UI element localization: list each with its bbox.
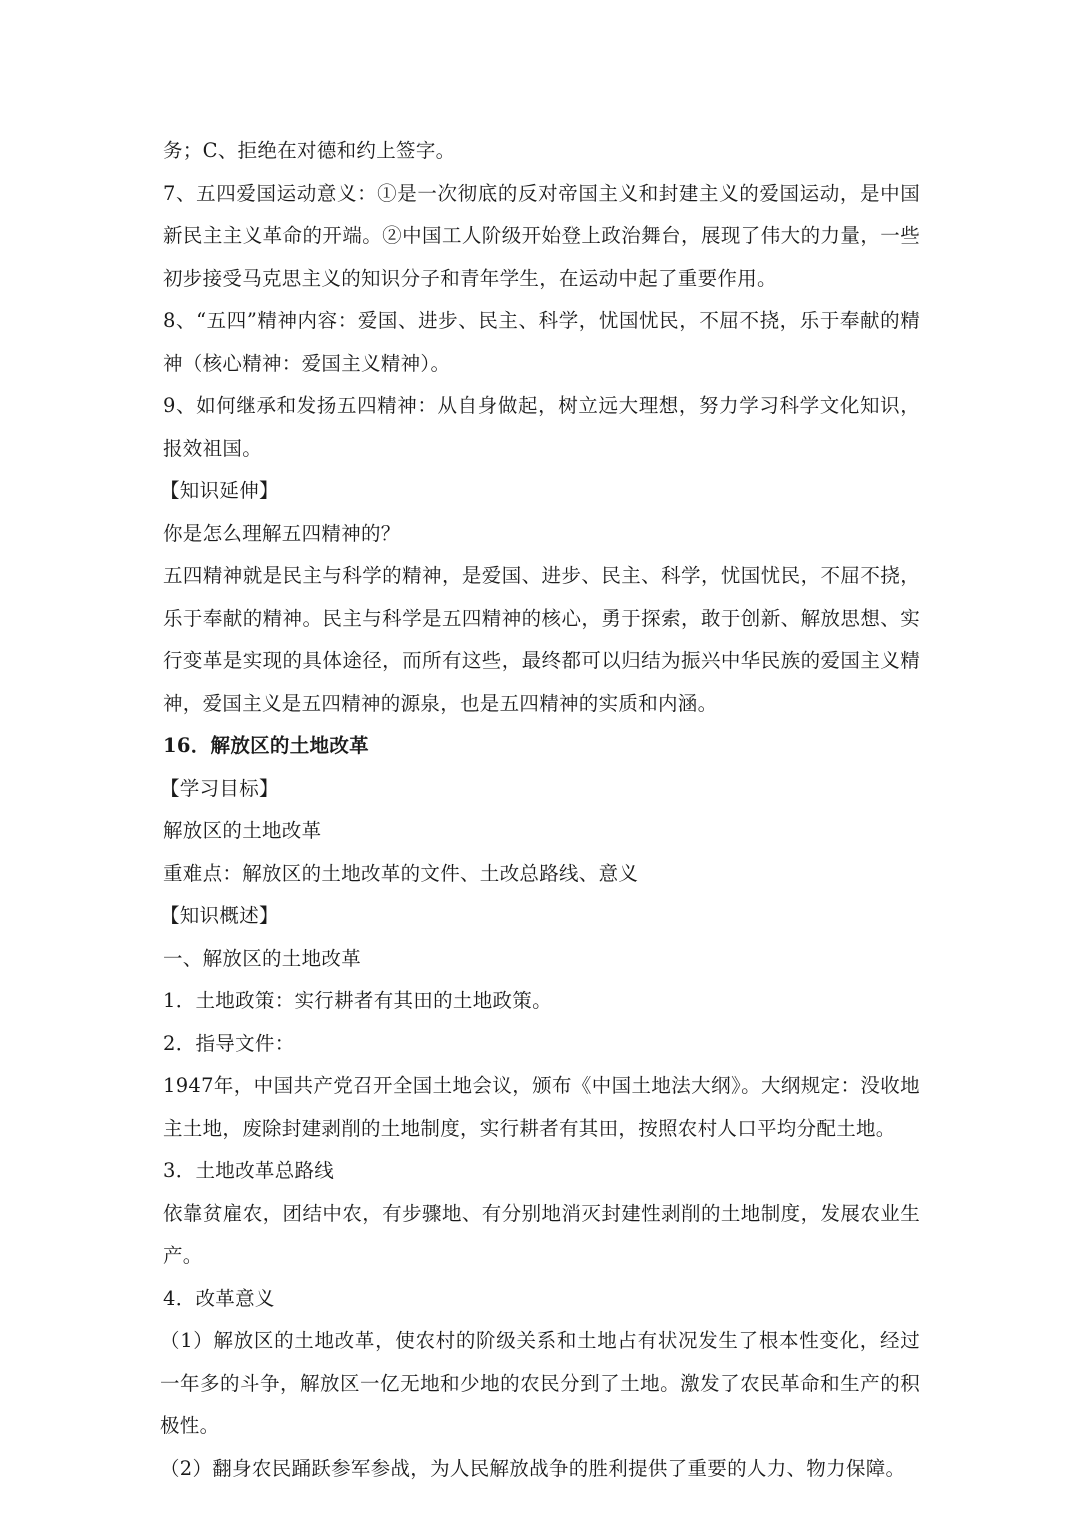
paragraph-continuation: 务；C、拒绝在对德和约上签字。 <box>163 139 456 162</box>
paragraph-point-9: 9、如何继承和发扬五四精神：从自身做起，树立远大理想，努力学习科学文化知识，报效祖国。 <box>163 394 920 460</box>
lesson-title: 16．解放区的土地改革 <box>163 734 369 757</box>
general-line-text: 依靠贫雇农，团结中农，有步骤地、有分别地消灭封建性剥削的土地制度，发展农业生产。 <box>163 1201 920 1267</box>
answer-paragraph: 五四精神就是民主与科学的精神，是爱国、进步、民主、科学，忧国忧民，不屈不挠，乐于奉献的精神。民主与科学是五四精神的核心，勇于探索，敢于创新、解放思想、实行变革是实现的具体途径，而所有这些，最终都可以归结为振兴中华民族的爱国主义精神，爱国主义是五四精神的源泉，也是五四精神的实质和内涵。 <box>163 564 920 715</box>
item-general-line: 3．土地改革总路线 <box>163 1159 335 1182</box>
significance-point-2: （2）翻身农民踊跃参军参战，为人民解放战争的胜利提供了重要的人力、物力保障。 <box>160 1456 906 1480</box>
paragraph-1947: 1947年，中国共产党召开全国土地会议，颁布《中国土地法大纲》。大纲规定：没收地主土地，废除封建剥削的土地制度，实行耕者有其田，按照农村人口平均分配土地。 <box>163 1074 920 1140</box>
key-points-text: 重难点：解放区的土地改革的文件、土改总路线、意义 <box>163 861 639 885</box>
item-significance: 4．改革意义 <box>163 1286 275 1310</box>
paragraph-point-8: 8、“五四”精神内容：爱国、进步、民主、科学，忧国忧民，不屈不挠，乐于奉献的精神（核心精神：爱国主义精神）。 <box>163 309 920 375</box>
goal-text: 解放区的土地改革 <box>163 819 322 842</box>
subsection-title: 一、解放区的土地改革 <box>163 946 362 970</box>
item-guiding-document: 2．指导文件： <box>163 1031 295 1055</box>
section-label-knowledge-extension: 【知识延伸】 <box>160 479 279 502</box>
section-label-knowledge-overview: 【知识概述】 <box>160 904 279 927</box>
item-land-policy: 1．土地政策：实行耕者有其田的土地政策。 <box>163 989 552 1012</box>
section-label-learning-goals: 【学习目标】 <box>160 776 279 800</box>
question-text: 你是怎么理解五四精神的？ <box>163 521 401 545</box>
paragraph-point-7: 7、五四爱国运动意义：①是一次彻底的反对帝国主义和封建主义的爱国运动，是中国新民主主义革命的开端。②中国工人阶级开始登上政治舞台，展现了伟大的力量，一些初步接受马克思主义的知识分子和青年学生，在运动中起了重要作用。 <box>163 181 920 290</box>
significance-point-1: （1）解放区的土地改革，使农村的阶级关系和土地占有状况发生了根本性变化，经过一年多的斗争，解放区一亿无地和少地的农民分到了土地。激发了农民革命和生产的积极性。 <box>160 1329 920 1437</box>
document-page <box>160 130 920 1490</box>
